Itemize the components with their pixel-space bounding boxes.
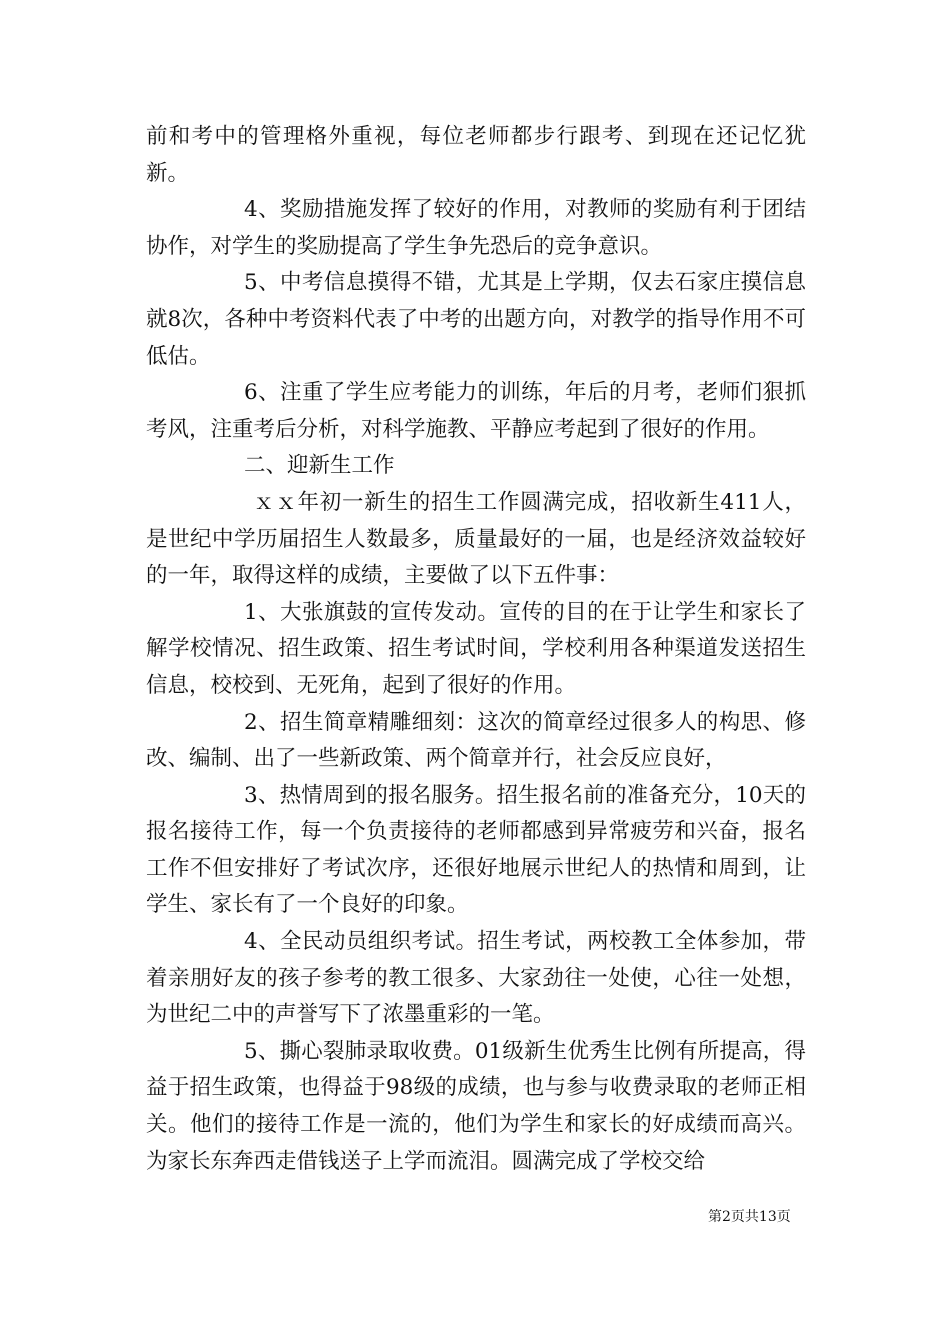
paragraph-item-5-exam-info: 5、中考信息摸得不错，尤其是上学期，仅去石家庄摸信息就8次，各种中考资料代表了中考的出题方向，对教学的指导作用不可低估。 — [146, 270, 806, 369]
section-heading-enrollment: 二、迎新生工作 — [244, 453, 395, 479]
page-number: 第2页共13页 — [708, 1209, 791, 1225]
paragraph-item-6-exam-skills: 6、注重了学生应考能力的训练，年后的月考，老师们狠抓考风，注重考后分析，对科学施教、平静应考起到了很好的作用。 — [146, 380, 806, 442]
paragraph-item-2-brochure: 2、招生简章精雕细刻：这次的简章经过很多人的构思、修改、编制、出了一些新政策、两个简章并行，社会反应良好， — [146, 709, 806, 772]
paragraph-item-4-incentives: 4、奖励措施发挥了较好的作用，对教师的奖励有利于团结协作，对学生的奖励提高了学生争先恐后的竞争意识。 — [146, 197, 806, 259]
paragraph-enrollment-summary: ｘｘ年初一新生的招生工作圆满完成，招收新生411人，是世纪中学历届招生人数最多，质量最好的一届，也是经济效益较好的一年，取得这样的成绩，主要做了以下五件事： — [146, 489, 806, 589]
paragraph-item-4-exam-organization: 4、全民动员组织考试。招生考试，两校教工全体参加，带着亲朋好友的孩子参考的教工很多、大家劲往一处使，心往一处想，为世纪二中的声誉写下了浓墨重彩的一笔。 — [146, 929, 806, 1028]
paragraph-item-1-publicity: 1、大张旗鼓的宣传发动。宣传的目的在于让学生和家长了解学校情况、招生政策、招生考试时间，学校利用各种渠道发送招生信息，校校到、无死角，起到了很好的作用。 — [146, 599, 806, 698]
paragraph-item-5-admission: 5、撕心裂肺录取收费。01级新生优秀生比例有所提高，得益于招生政策，也得益于98级的成绩，也与参与收费录取的老师正相关。他们的接待工作是一流的，他们为学生和家长的好成绩而高兴。为家长东奔西走借钱送子上学而流泪。圆满完成了学校交给 — [146, 1038, 806, 1174]
paragraph-continued: 前和考中的管理格外重视，每位老师都步行跟考、到现在还记忆犹新。 — [146, 124, 806, 186]
document-body — [146, 119, 806, 1180]
paragraph-item-3-registration: 3、热情周到的报名服务。招生报名前的准备充分，10天的报名接待工作，每一个负责接待的老师都感到异常疲劳和兴奋，报名工作不但安排好了考试次序，还很好地展示世纪人的热情和周到，让学生、家长有了一个良好的印象。 — [146, 782, 806, 918]
